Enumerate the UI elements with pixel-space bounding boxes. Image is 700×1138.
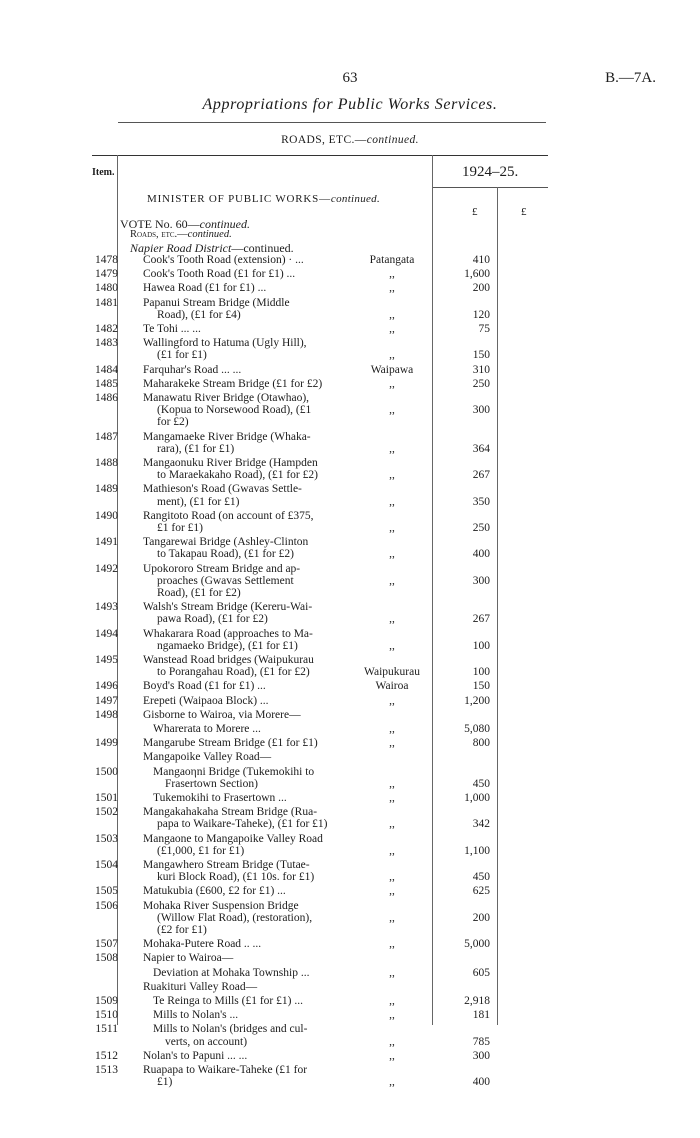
description-line: Mohaka River Suspension Bridge bbox=[143, 899, 299, 912]
district-name: ,, bbox=[389, 818, 395, 831]
district-name: ,, bbox=[389, 777, 395, 790]
description-line: Mangaone to Mangapoike Valley Road bbox=[143, 832, 323, 845]
item-description bbox=[143, 737, 355, 749]
description-line: Frasertown Section) bbox=[165, 777, 258, 790]
description-line: pawa Road), (£1 for £2) bbox=[157, 613, 268, 626]
description-line: Wharerata to Morere ... bbox=[153, 723, 261, 735]
item-number: 1479 bbox=[95, 268, 118, 281]
amount-value: 450 bbox=[472, 871, 490, 884]
item-description bbox=[143, 900, 355, 937]
description-line: Nolan's to Papuni ... ... bbox=[143, 1049, 248, 1062]
district-name: Wairoa bbox=[375, 680, 409, 693]
district-name: ,, bbox=[389, 404, 395, 417]
description-line: ngamaeko Bridge), (£1 for £1) bbox=[157, 639, 298, 652]
item-description bbox=[143, 563, 355, 600]
amount-value: 150 bbox=[472, 349, 490, 362]
district-name: ,, bbox=[389, 1049, 395, 1062]
description-line: Tukemokihi to Frasertown ... bbox=[153, 792, 287, 804]
amount-value: 1,000 bbox=[464, 792, 490, 804]
description-line: papa to Waikare-Taheke), (£1 for £1) bbox=[157, 818, 328, 831]
description-line: to Porangahau Road), (£1 for £2) bbox=[157, 666, 310, 679]
district-name: ,, bbox=[389, 613, 395, 626]
description-line: Boyd's Road (£1 for £1) ... bbox=[143, 680, 266, 693]
amount-value: 300 bbox=[472, 574, 490, 587]
description-line: Te Tohi ... ... bbox=[143, 323, 201, 335]
description-line: proaches (Gwavas Settlement bbox=[157, 574, 294, 587]
item-description bbox=[143, 297, 355, 321]
item-number: 1486 bbox=[95, 392, 118, 404]
district-name: Patangata bbox=[369, 254, 415, 266]
amount-value: 100 bbox=[472, 639, 490, 652]
district-name: ,, bbox=[389, 574, 395, 587]
description-line: £1 for £1) bbox=[157, 522, 203, 534]
description-line: (£1,000, £1 for £1) bbox=[157, 844, 245, 857]
item-description bbox=[143, 431, 355, 455]
item-description bbox=[143, 695, 355, 707]
description-line: for £2) bbox=[157, 416, 189, 429]
item-description bbox=[143, 510, 355, 534]
amount-value: 300 bbox=[472, 1049, 490, 1062]
amount-value: 1,200 bbox=[464, 694, 490, 707]
description-line: Papanui Stream Bridge (Middle bbox=[143, 296, 290, 309]
item-description bbox=[143, 981, 355, 993]
currency-symbol-total: £ bbox=[521, 206, 527, 218]
item-number: 1481 bbox=[95, 296, 118, 309]
item-description bbox=[143, 751, 355, 763]
amount-value: 300 bbox=[472, 404, 490, 417]
page-number: 63 bbox=[342, 70, 358, 86]
amount-value: 250 bbox=[472, 377, 490, 390]
item-number: 1489 bbox=[95, 483, 118, 496]
description-line: Whakarara Road (approaches to Ma- bbox=[143, 627, 313, 640]
roads-subheading-continued: continued. bbox=[187, 229, 232, 240]
amount-value: 75 bbox=[478, 323, 490, 335]
item-description bbox=[143, 457, 355, 481]
item-number: 1506 bbox=[95, 899, 118, 912]
item-description bbox=[143, 536, 355, 560]
description-line: rara), (£1 for £1) bbox=[157, 442, 235, 455]
district-name: Waipawa bbox=[370, 363, 414, 376]
description-line: Mills to Nolan's ... bbox=[153, 1009, 239, 1022]
item-number: 1494 bbox=[95, 627, 118, 640]
description-line: Rangitoto Road (on account of £375, bbox=[143, 509, 314, 522]
amount-value: 342 bbox=[472, 818, 490, 831]
amount-value: 1,100 bbox=[464, 844, 490, 857]
page-title: Appropriations for Public Works Services. bbox=[202, 96, 498, 113]
amount-value: 200 bbox=[472, 282, 490, 295]
description-line: Erepeti (Waipaoa Block) ... bbox=[143, 694, 269, 707]
district-heading-text: Napier Road District bbox=[130, 241, 232, 255]
description-line: to Maraekakaho Road), (£1 for £2) bbox=[157, 469, 318, 482]
item-description bbox=[143, 601, 355, 625]
item-number: 1512 bbox=[95, 1049, 118, 1062]
section-heading-text: ROADS, ETC.— bbox=[281, 134, 367, 146]
item-number: 1478 bbox=[95, 254, 118, 266]
item-description bbox=[143, 337, 355, 361]
description-line: (Willow Flat Road), (restoration), bbox=[157, 911, 313, 924]
description-line: Mathieson's Road (Gwavas Settle- bbox=[143, 483, 302, 496]
item-description bbox=[143, 1009, 355, 1021]
item-number: 1493 bbox=[95, 601, 118, 614]
item-number: 1501 bbox=[95, 792, 118, 804]
item-description bbox=[143, 378, 355, 390]
district-name: ,, bbox=[389, 694, 395, 707]
item-number: 1504 bbox=[95, 859, 118, 871]
item-number: 1500 bbox=[95, 765, 118, 778]
amount-value: 150 bbox=[472, 680, 490, 693]
description-line: to Takapau Road), (£1 for £2) bbox=[157, 548, 294, 561]
item-description bbox=[143, 628, 355, 652]
amount-value: 350 bbox=[472, 495, 490, 508]
description-line: (£1 for £1) bbox=[157, 349, 207, 362]
item-number: 1491 bbox=[95, 536, 118, 549]
section-heading bbox=[0, 134, 700, 146]
item-number: 1492 bbox=[95, 562, 118, 575]
item-description bbox=[143, 483, 355, 507]
item-description bbox=[143, 723, 355, 735]
amount-value: 120 bbox=[472, 308, 490, 321]
section-heading-continued: continued. bbox=[366, 134, 419, 146]
item-description bbox=[143, 1023, 355, 1047]
district-name: ,, bbox=[389, 521, 395, 534]
item-number: 1485 bbox=[95, 377, 118, 390]
item-description bbox=[143, 952, 355, 964]
description-line: Maharakeke Stream Bridge (£1 for £2) bbox=[143, 377, 323, 390]
item-description bbox=[143, 792, 355, 804]
ministry-heading bbox=[147, 193, 380, 205]
district-name: ,, bbox=[389, 723, 395, 735]
description-line: Ruapapa to Waikare-Taheke (£1 for bbox=[143, 1064, 308, 1076]
description-line: Road), (£1 for £4) bbox=[157, 308, 241, 321]
ministry-heading-continued: continued. bbox=[330, 193, 381, 205]
amount-value: 267 bbox=[472, 469, 490, 482]
year-column-header: 1924–25. bbox=[462, 164, 519, 180]
item-description bbox=[143, 833, 355, 857]
description-line: £1) bbox=[157, 1076, 173, 1089]
district-name: ,, bbox=[389, 469, 395, 482]
title-rule bbox=[118, 122, 546, 123]
amount-value: 1,600 bbox=[464, 268, 490, 281]
item-description bbox=[143, 268, 355, 280]
description-line: kuri Block Road), (£1 10s. for £1) bbox=[157, 871, 315, 884]
district-name: ,, bbox=[389, 282, 395, 295]
item-column-header: Item. bbox=[92, 167, 115, 178]
description-line: Mangamaeke River Bridge (Whaka- bbox=[143, 430, 311, 443]
currency-symbol: £ bbox=[472, 206, 478, 218]
amount-value: 267 bbox=[472, 613, 490, 626]
item-description bbox=[143, 806, 355, 830]
amount-value: 100 bbox=[472, 666, 490, 679]
amount-value: 400 bbox=[472, 1076, 490, 1089]
description-line: Mangapoike Valley Road— bbox=[143, 751, 272, 764]
ministry-heading-text: MINISTER OF PUBLIC WORKS— bbox=[147, 193, 331, 205]
district-name: ,, bbox=[389, 349, 395, 362]
description-line: Manawatu River Bridge (Otawhao), bbox=[143, 392, 310, 404]
item-number: 1505 bbox=[95, 885, 118, 898]
item-description bbox=[143, 995, 355, 1007]
description-line: Ruakituri Valley Road— bbox=[143, 980, 258, 993]
description-line: Upokororo Stream Bridge and ap- bbox=[143, 562, 301, 575]
description-line: (£2 for £1) bbox=[157, 924, 207, 936]
item-description bbox=[143, 967, 355, 979]
description-line: Te Reinga to Mills (£1 for £1) ... bbox=[153, 995, 303, 1007]
item-number: 1509 bbox=[95, 995, 118, 1007]
item-number: 1496 bbox=[95, 680, 118, 693]
amount-value: 310 bbox=[472, 363, 490, 376]
district-name: ,, bbox=[389, 792, 395, 804]
vote-heading-continued: continued. bbox=[199, 217, 250, 231]
item-number: 1497 bbox=[95, 694, 118, 707]
item-description bbox=[143, 766, 355, 790]
description-line: Mohaka-Putere Road .. ... bbox=[143, 938, 262, 951]
item-description bbox=[143, 282, 355, 294]
amount-value: 364 bbox=[472, 442, 490, 455]
item-description bbox=[143, 938, 355, 950]
description-line: Gisborne to Wairoa, via Morere— bbox=[143, 708, 301, 721]
amount-value: 800 bbox=[472, 737, 490, 750]
description-line: Mangaonuku River Bridge (Hampden bbox=[143, 457, 318, 469]
amount-value: 2,918 bbox=[464, 995, 490, 1007]
item-number: 1502 bbox=[95, 806, 118, 819]
description-line: Matukubia (£600, £2 for £1) ... bbox=[143, 885, 286, 898]
district-name: ,, bbox=[389, 639, 395, 652]
item-description bbox=[143, 859, 355, 883]
item-number: 1507 bbox=[95, 938, 118, 951]
item-description bbox=[143, 709, 355, 721]
roads-subheading bbox=[130, 229, 232, 240]
item-number: 1495 bbox=[95, 654, 118, 666]
amount-value: 250 bbox=[472, 521, 490, 534]
description-line: Farquhar's Road ... ... bbox=[143, 363, 242, 376]
district-name: ,, bbox=[389, 995, 395, 1007]
item-number: 1490 bbox=[95, 509, 118, 522]
district-name: ,, bbox=[389, 911, 395, 924]
item-number: 1513 bbox=[95, 1064, 118, 1076]
district-name: ,, bbox=[389, 268, 395, 281]
description-line: (Kopua to Norsewood Road), (£1 bbox=[157, 404, 312, 417]
description-line: Mills to Nolan's (bridges and cul- bbox=[153, 1023, 308, 1036]
item-number: 1498 bbox=[95, 708, 118, 721]
item-number: 1499 bbox=[95, 737, 118, 750]
district-name: ,, bbox=[389, 885, 395, 898]
amount-value: 625 bbox=[472, 885, 490, 898]
item-description bbox=[143, 1064, 355, 1088]
district-name: ,, bbox=[389, 844, 395, 857]
description-line: Walsh's Stream Bridge (Kereru-Wai- bbox=[143, 601, 313, 614]
description-line: Wanstead Road bridges (Waipukurau bbox=[143, 654, 314, 666]
amount-value: 410 bbox=[472, 254, 490, 266]
item-description bbox=[143, 654, 355, 678]
item-number: 1511 bbox=[95, 1023, 118, 1036]
description-line: verts, on account) bbox=[165, 1035, 248, 1048]
item-description bbox=[143, 254, 355, 266]
description-line: Napier to Wairoa— bbox=[143, 952, 234, 965]
subtotal-column-rule bbox=[497, 187, 498, 1025]
district-name: ,, bbox=[389, 548, 395, 561]
description-line: Cook's Tooth Road (£1 for £1) ... bbox=[143, 268, 296, 281]
item-description bbox=[143, 680, 355, 692]
amount-value: 5,000 bbox=[464, 938, 490, 951]
amount-value: 450 bbox=[472, 777, 490, 790]
item-description bbox=[143, 885, 355, 897]
amount-value: 785 bbox=[472, 1035, 490, 1048]
district-heading-continued: —continued. bbox=[231, 241, 294, 255]
item-description bbox=[143, 1050, 355, 1062]
item-description bbox=[143, 364, 355, 376]
district-name: Waipukurau bbox=[364, 666, 420, 679]
year-header-rule bbox=[432, 187, 548, 188]
item-number: 1503 bbox=[95, 832, 118, 845]
item-number: 1488 bbox=[95, 457, 118, 469]
district-name: ,, bbox=[389, 1076, 395, 1089]
amount-value: 181 bbox=[472, 1009, 490, 1022]
description-line: Hawea Road (£1 for £1) ... bbox=[143, 282, 267, 295]
item-number: 1482 bbox=[95, 323, 118, 335]
item-number: 1508 bbox=[95, 952, 118, 965]
description-line: Cook's Tooth Road (extension) · ... bbox=[143, 254, 304, 266]
district-name: ,, bbox=[389, 442, 395, 455]
description-line: ment), (£1 for £1) bbox=[157, 495, 240, 508]
description-line: Deviation at Mohaka Township ... bbox=[153, 966, 310, 979]
amount-value: 605 bbox=[472, 966, 490, 979]
district-name: ,, bbox=[389, 737, 395, 750]
item-description bbox=[143, 323, 355, 335]
district-name: ,, bbox=[389, 966, 395, 979]
amount-value: 200 bbox=[472, 911, 490, 924]
document-reference: B.—7A. bbox=[605, 70, 656, 86]
item-number: 1510 bbox=[95, 1009, 118, 1022]
district-name: ,, bbox=[389, 1009, 395, 1022]
amount-value: 5,080 bbox=[464, 723, 490, 735]
vote-heading-text: VOTE No. 60— bbox=[120, 217, 200, 231]
district-name: ,, bbox=[389, 938, 395, 951]
roads-subheading-text: Roads, etc.— bbox=[130, 229, 188, 240]
description-line: Tangarewai Bridge (Ashley-Clinton bbox=[143, 536, 309, 549]
item-number: 1480 bbox=[95, 282, 118, 295]
description-line: Road), (£1 for £2) bbox=[157, 587, 241, 599]
description-line: Mangawhero Stream Bridge (Tutae- bbox=[143, 859, 310, 871]
item-number: 1487 bbox=[95, 430, 118, 443]
description-line: Wallingford to Hatuma (Ugly Hill), bbox=[143, 337, 307, 350]
district-name: ,, bbox=[389, 308, 395, 321]
amount-value: 400 bbox=[472, 548, 490, 561]
item-description bbox=[143, 392, 355, 429]
item-number: 1483 bbox=[95, 337, 118, 350]
description-line: Mangarube Stream Bridge (£1 for £1) bbox=[143, 737, 318, 750]
description-line: Mangakahakaha Stream Bridge (Rua- bbox=[143, 806, 318, 819]
district-name: ,, bbox=[389, 871, 395, 884]
district-name: ,, bbox=[389, 323, 395, 335]
description-line: Mangaoηni Bridge (Tukemokihi to bbox=[153, 765, 315, 778]
table-top-rule bbox=[92, 155, 548, 156]
district-name: ,, bbox=[389, 1035, 395, 1048]
item-number: 1484 bbox=[95, 363, 118, 376]
district-name: ,, bbox=[389, 495, 395, 508]
district-name: ,, bbox=[389, 377, 395, 390]
